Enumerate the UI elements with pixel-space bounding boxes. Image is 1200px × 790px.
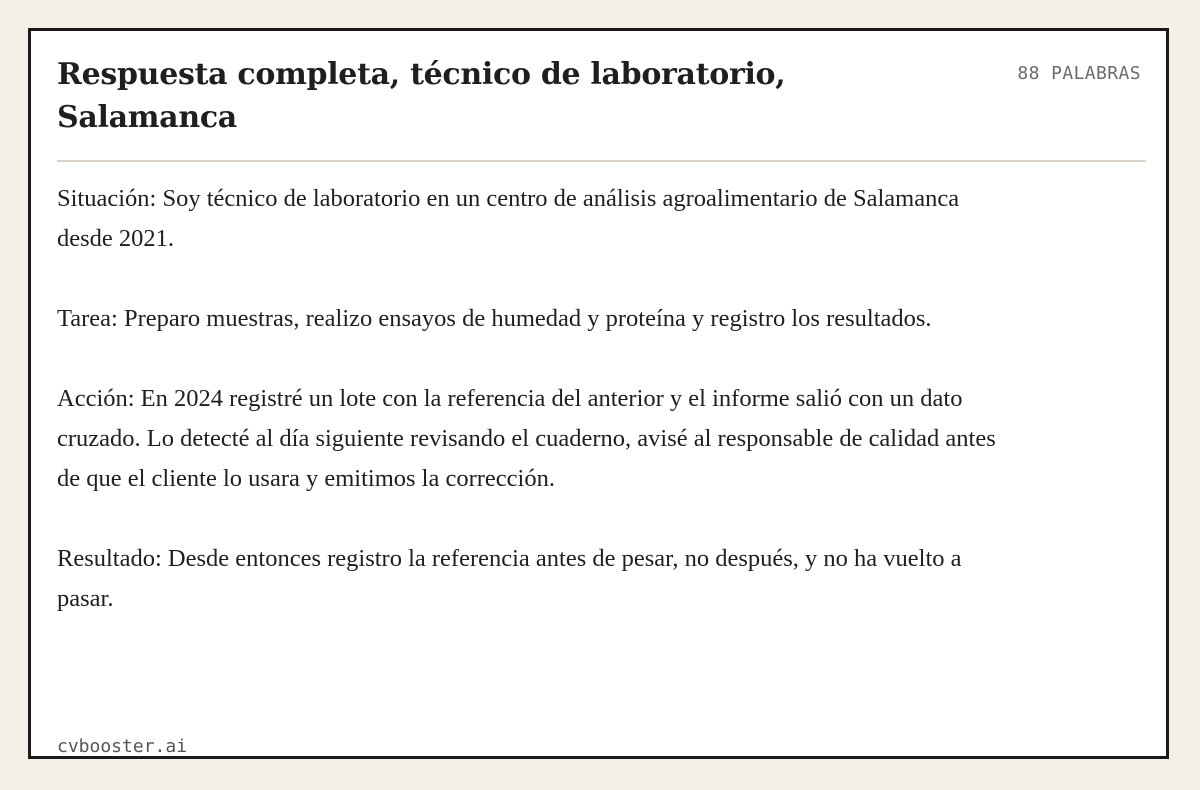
footer-brand: cvbooster.ai	[57, 736, 188, 757]
answer-card	[28, 28, 1169, 759]
paragraph-tarea: Tarea: Preparo muestras, realizo ensayos de humedad y proteína y registro los resultados.	[57, 305, 932, 332]
word-count-badge: 88 PALABRAS	[1017, 63, 1141, 84]
title-divider	[57, 160, 1146, 162]
paragraph-situacion: Situación: Soy técnico de laboratorio en un centro de análisis agroalimentario de Salamanca desde 2021.	[57, 185, 960, 252]
paragraph-accion: Acción: En 2024 registré un lote con la referencia del anterior y el informe salió con un dato cruzado. Lo detecté al día siguiente revisando el cuaderno, avisé al responsable de calidad antes de que el cliente lo usara y emitimos la corrección.	[57, 385, 996, 492]
card-title: Respuesta completa, técnico de laboratorio, Salamanca	[57, 57, 786, 135]
paragraph-resultado: Resultado: Desde entonces registro la referencia antes de pesar, no después, y no ha vuelto a pasar.	[57, 545, 962, 612]
answer-body	[57, 179, 997, 619]
